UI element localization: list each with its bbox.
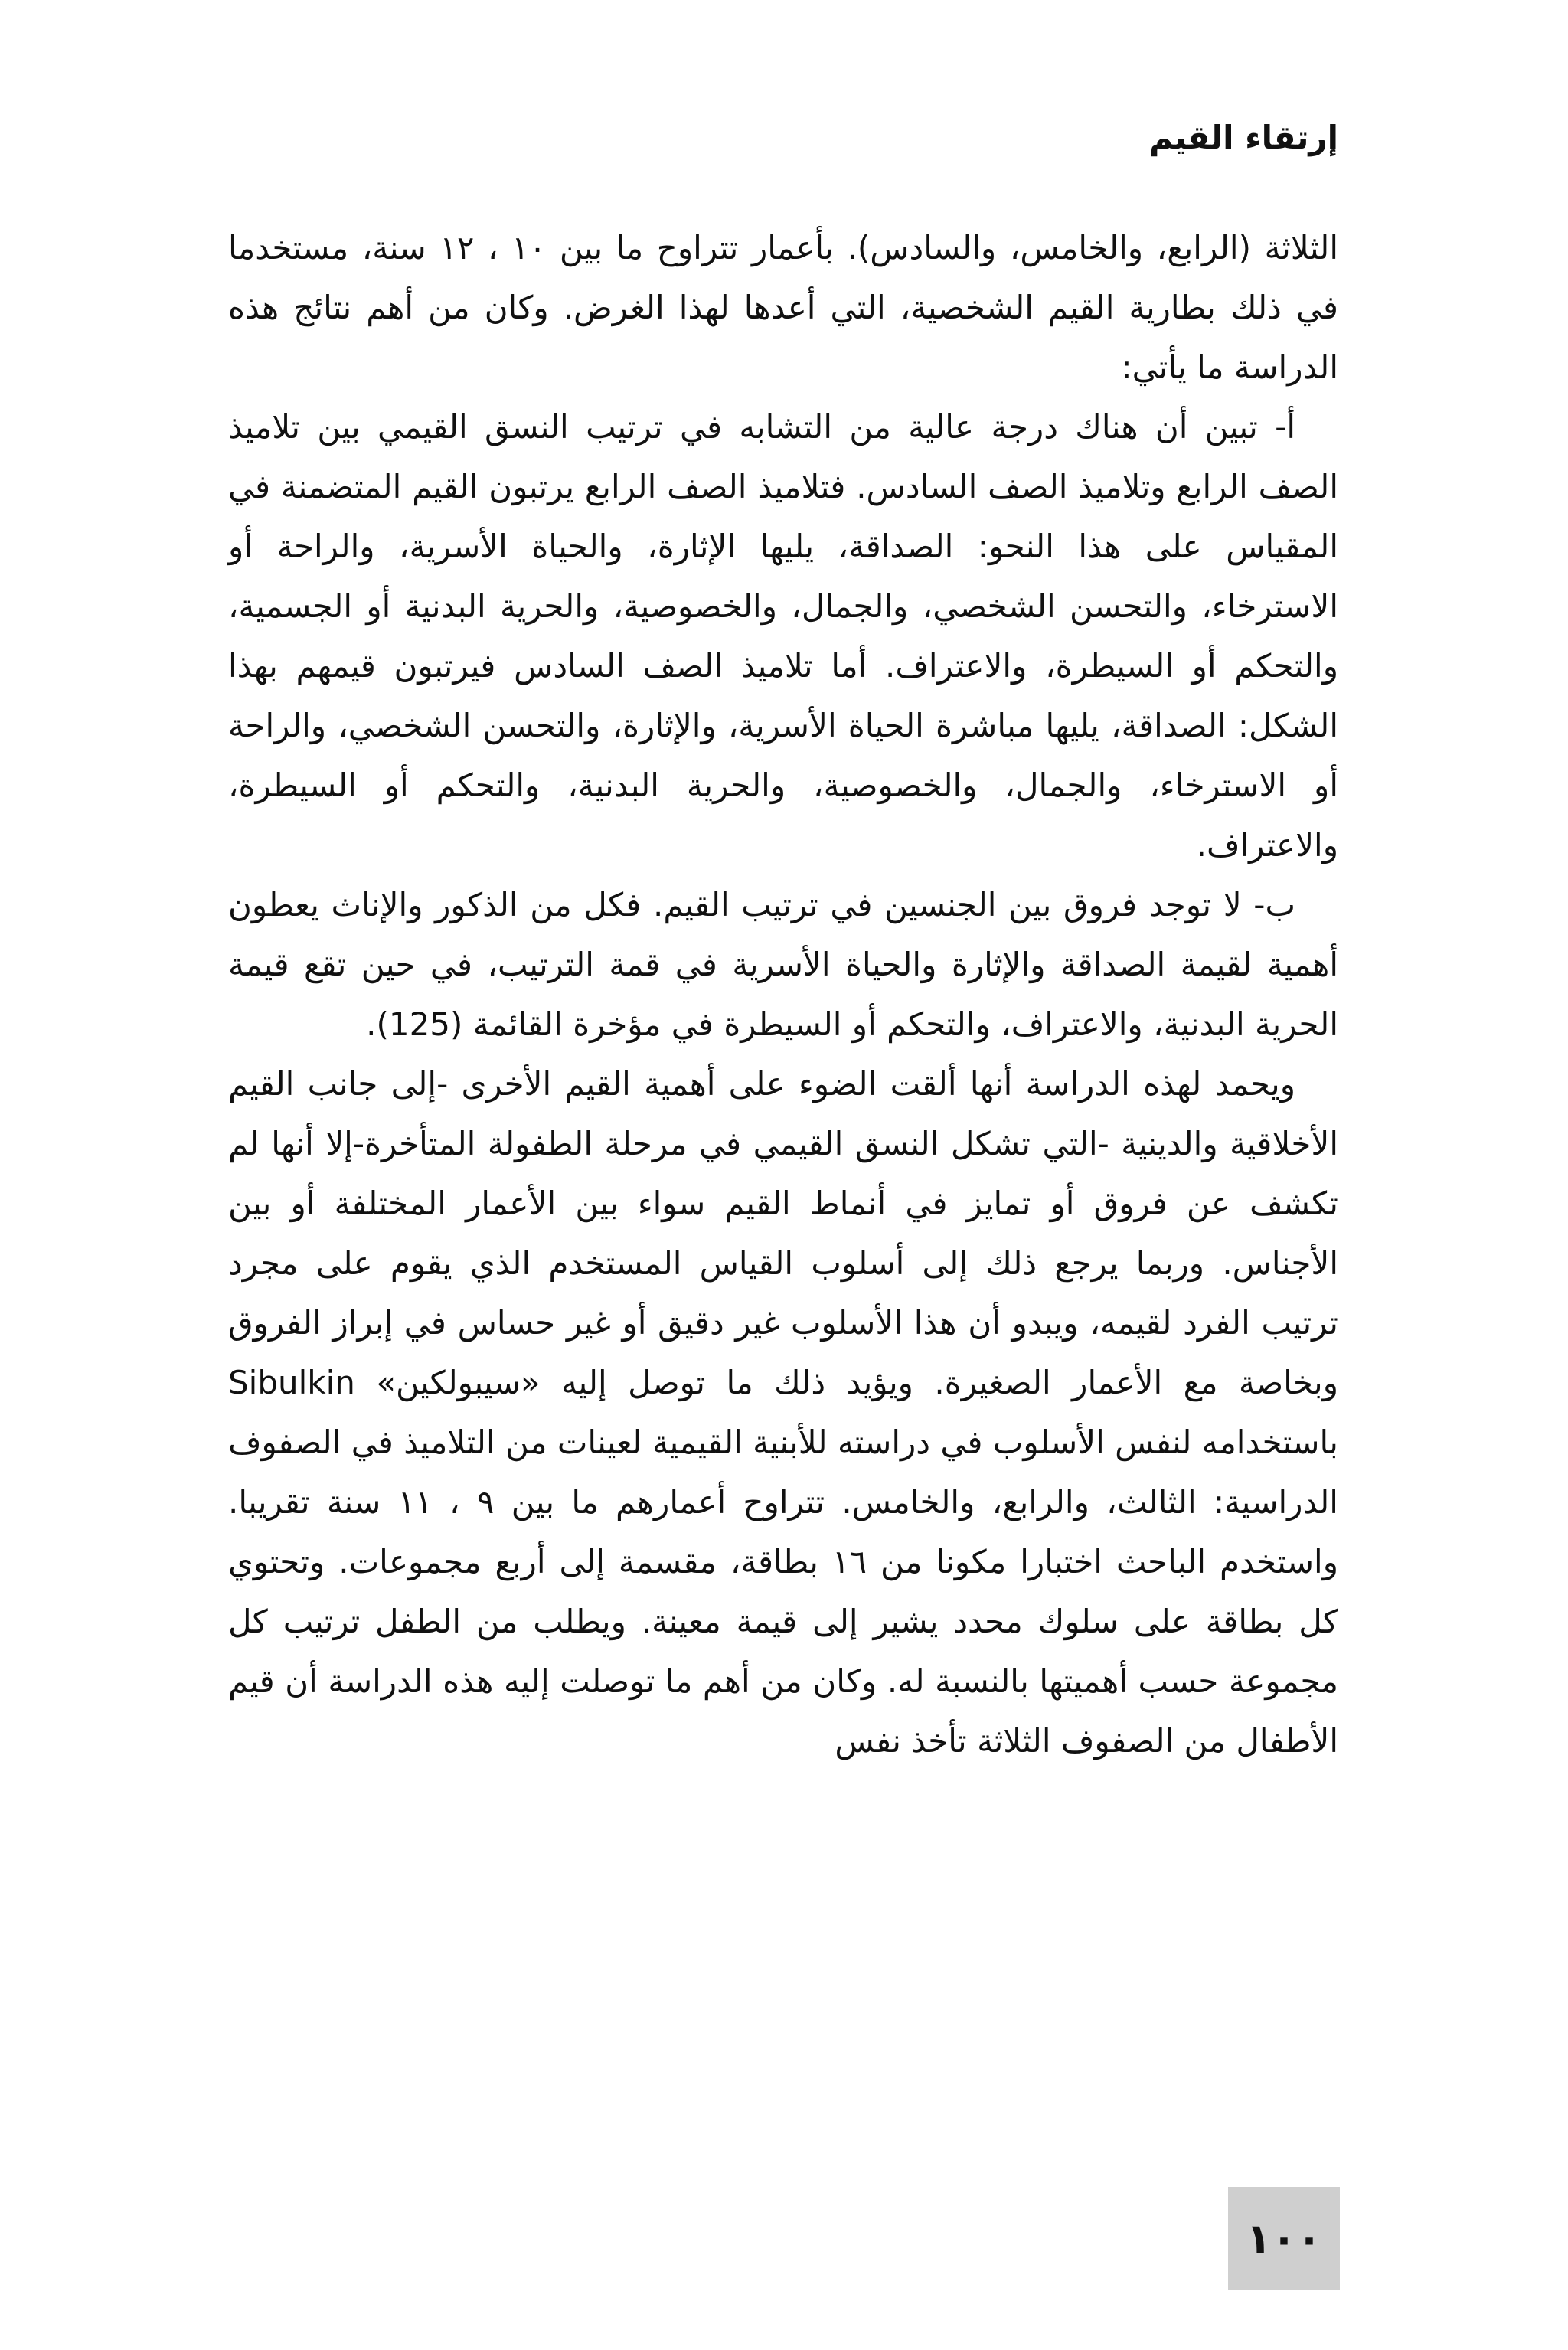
body-text [228, 218, 1338, 1771]
paragraph-item-a: أ- تبين أن هناك درجة عالية من التشابه في ترتيب النسق القيمي بين تلاميذ الصف الرابع وتلاميذ الصف السادس. فتلاميذ الصف الرابع يرتبون القيم المتضمنة في المقياس على هذا النحو: الصداقة، يليها الإثارة، والحياة الأسرية، والراحة أو الاسترخاء، والتحسن الشخصي، والجمال، والخصوصية، والحرية البدنية أو الجسمية، والتحكم أو السيطرة، والاعتراف. أما تلاميذ الصف السادس فيرتبون قيمهم بهذا الشكل: الصداقة، يليها مباشرة الحياة الأسرية، والإثارة، والتحسن الشخصي، والراحة أو الاسترخاء، والجمال، والخصوصية، والحرية البدنية، والتحكم أو السيطرة، والاعتراف. [228, 408, 1338, 864]
page-number: ١٠٠ [1228, 2187, 1340, 2290]
paragraph-item-b: ب- لا توجد فروق بين الجنسين في ترتيب القيم. فكل من الذكور والإناث يعطون أهمية لقيمة الصداقة والإثارة والحياة الأسرية في قمة الترتيب، في حين تقع قيمة الحرية البدنية، والاعتراف، والتحكم أو السيطرة في مؤخرة القائمة (125). [228, 886, 1338, 1043]
running-header-title: إرتقاء القيم [1149, 119, 1338, 156]
paragraph-continuation: الثلاثة (الرابع، والخامس، والسادس). بأعمار تتراوح ما بين ١٠ ، ١٢ سنة، مستخدما في ذلك بطارية القيم الشخصية، التي أعدها لهذا الغرض. وكان من أهم نتائج هذه الدراسة ما يأتي: [228, 229, 1338, 386]
paragraph-discussion: ويحمد لهذه الدراسة أنها ألقت الضوء على أهمية القيم الأخرى -إلى جانب القيم الأخلاقية والدينية -التي تشكل النسق القيمي في مرحلة الطفولة المتأخرة-إلا أنها لم تكشف عن فروق أو تمايز في أنماط القيم سواء بين الأعمار المختلفة أو بين الأجناس. وربما يرجع ذلك إلى أسلوب القياس المستخدم الذي يقوم على مجرد ترتيب الفرد لقيمه، ويبدو أن هذا الأسلوب غير دقيق أو غير حساس في إبراز الفروق وبخاصة مع الأعمار الصغيرة. ويؤيد ذلك ما توصل إليه «سيبولكين» Sibulkin باستخدامه لنفس الأسلوب في دراسته للأبنية القيمية لعينات من التلاميذ في الصفوف الدراسية: الثالث، والرابع، والخامس. تتراوح أعمارهم ما بين ٩ ، ١١ سنة تقريبا. واستخدم الباحث اختبارا مكونا من ١٦ بطاقة، مقسمة إلى أربع مجموعات. وتحتوي كل بطاقة على سلوك محدد يشير إلى قيمة معينة. ويطلب من الطفل ترتيب كل مجموعة حسب أهميتها بالنسبة له. وكان من أهم ما توصلت إليه هذه الدراسة أن قيم الأطفال من الصفوف الثلاثة تأخذ نفس [228, 1065, 1338, 1760]
